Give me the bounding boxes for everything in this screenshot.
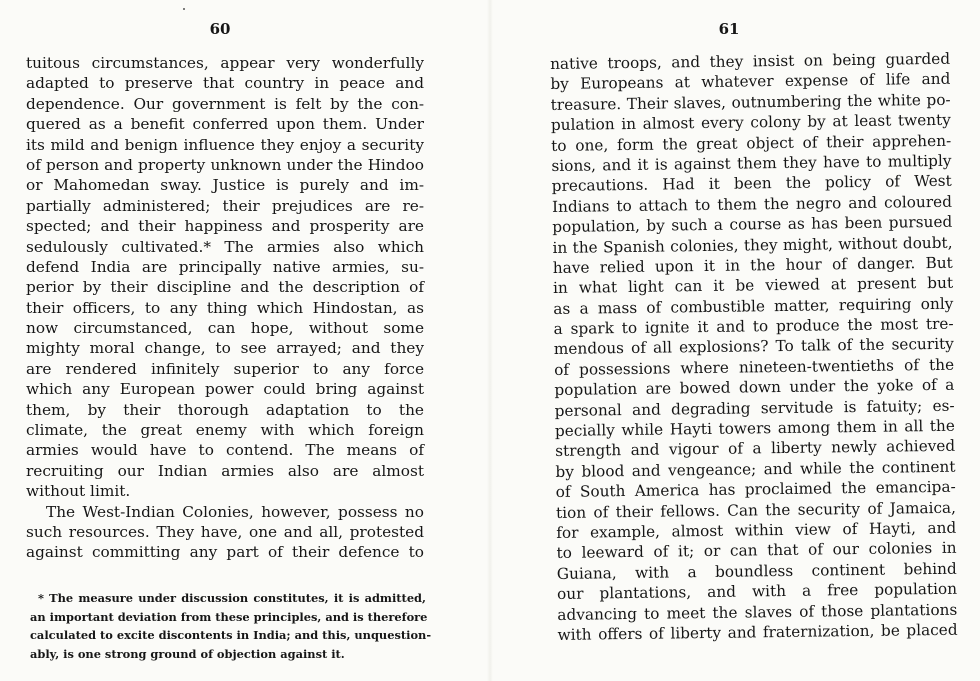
text-line: precautions. Had it been the policy of West	[551, 172, 952, 196]
text-line: now circumstanced, can hope, without some	[26, 319, 424, 338]
text-line: dependence. Our government is felt by the con-	[26, 94, 424, 113]
text-line: adapted to preserve that country in peace and	[26, 74, 424, 93]
text-line: a spark to ignite it and to produce the most tre-	[553, 314, 954, 339]
text-line: personal and degrading servitude is fatuity; es-	[554, 396, 955, 420]
text-line: which any European power could bring against	[26, 380, 424, 399]
page-number: 61	[718, 20, 740, 38]
text-line: to leeward of it; or can that of our colonies in	[556, 539, 957, 563]
text-line: sedulously cultivated.* The armies also which	[26, 237, 424, 256]
text-line: strength and vigour of a liberty newly achieved	[555, 437, 956, 461]
text-line: advancing to meet the slaves of those plantations	[557, 600, 958, 624]
text-line: to one, form the great object of their apprehen-	[551, 131, 952, 155]
text-line: such resources. They have, one and all, protested	[26, 522, 424, 541]
text-line: partially administered; their prejudices are re-	[26, 196, 424, 215]
text-line: as a mass of combustible matter, requiring only	[553, 294, 954, 318]
text-line: tion of their fellows. Can the security of Jamaica,	[555, 498, 957, 522]
text-line: of South America has proclaimed the emancipa-	[555, 477, 956, 502]
text-line: recruiting our Indian armies also are almost	[26, 461, 424, 480]
text-line: tuitous circumstances, appear very wonderfully	[26, 54, 424, 72]
body-text	[550, 49, 958, 646]
text-line: them, by their thorough adaptation to the	[26, 400, 424, 419]
text-line: without limit.	[26, 482, 131, 501]
text-line: pulation in almost every colony by at least twenty	[550, 110, 952, 135]
footnote	[30, 589, 432, 664]
text-line: are rendered infinitely superior to any force	[26, 359, 424, 378]
text-line: climate, the great enemy with which foreign	[26, 421, 424, 440]
footnote-line: ably, is one strong ground of objection against it.	[30, 647, 345, 662]
text-line: mighty moral change, to see arrayed; and they	[26, 339, 424, 358]
text-line: their officers, to any thing which Hindostan, as	[26, 298, 424, 317]
text-line: Guiana, with a boundless continent behind	[556, 559, 957, 583]
text-line: perior by their discipline and the description of	[26, 278, 424, 297]
right-page	[490, 0, 980, 681]
text-line: sions, and it is against them they have to multiply	[551, 151, 952, 175]
text-line: mendous of all explosions? To talk of the security	[553, 335, 954, 359]
text-line: native troops, and they insist on being guarded	[550, 49, 951, 73]
text-line: against committing any part of their defence to	[26, 543, 424, 562]
text-line: or Mahomedan sway. Justice is purely and im-	[26, 176, 424, 195]
text-line: of person and property unknown under the Hindoo	[26, 155, 424, 174]
text-line: for example, almost within view of Hayti, and	[556, 518, 957, 542]
text-line: armies would have to contend. The means of	[26, 441, 424, 460]
text-line: Indians to attach to them the negro and coloured	[551, 192, 953, 216]
body-text	[26, 53, 424, 563]
text-line: defend India are principally native armies, su-	[26, 257, 424, 276]
page-number: 60	[209, 20, 231, 38]
footnote-line: an important deviation from these principles, and is therefore	[30, 609, 428, 624]
text-line: in what light can it be viewed at present but	[552, 274, 954, 298]
text-line: its mild and benign influence they enjoy a security	[26, 135, 424, 154]
text-line: have relied upon it in the hour of danger. But	[552, 253, 953, 277]
footnote-line: * The measure under discussion constitutes, it is admitted,	[38, 591, 426, 605]
text-line: our plantations, and with a free population	[556, 579, 958, 604]
text-line: pecially while Hayti towers among them in all the	[554, 416, 956, 440]
text-line: by blood and vengeance; and while the continent	[555, 457, 956, 481]
text-line: population are bowed down under the yoke of a	[554, 375, 955, 400]
text-line: quered as a benefit conferred upon them. Under	[26, 115, 424, 134]
text-line: with offers of liberty and fraternization, be placed	[557, 620, 958, 644]
text-line: in the Spanish colonies, they might, without doubt,	[552, 233, 953, 257]
text-line: by Europeans at whatever expense of life and	[550, 70, 951, 94]
footnote-line: calculated to excite discontents in India; and this, unquestion-	[30, 628, 432, 643]
text-line: of possessions where nineteen-twentieths of the	[554, 355, 955, 379]
text-line: population, by such a course as has been pursued	[552, 212, 953, 237]
text-line: treasure. Their slaves, outnumbering the white po-	[550, 90, 951, 114]
text-line: spected; and their happiness and prosperity are	[26, 217, 424, 236]
text-line: The West-Indian Colonies, however, possess no	[46, 502, 424, 521]
